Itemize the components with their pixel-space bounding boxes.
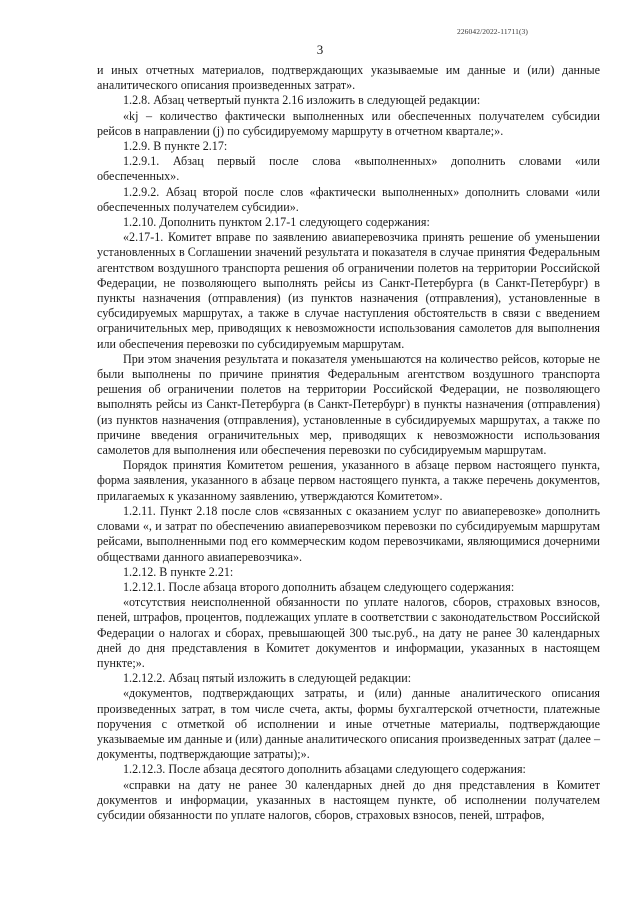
paragraph-1-2-12-3: 1.2.12.3. После абзаца десятого дополнить абзацами следующего содержания: bbox=[123, 762, 526, 777]
paragraph-decision-procedure: Порядок принятия Комитетом решения, указанного в абзаце первом настоящего пункта, форма заявления, указанного в абзаце первом настоящего пункта, а также перечень документов, прилагаемых к указанному заявлению, утверждаются Комитетом». bbox=[97, 458, 600, 503]
paragraph-tax-certificate: «справки на дату не ранее 30 календарных дней до дня представления в Комитет документов и информации, указанных в настоящем пункте, об исполнении получателем субсидии обязанности по уплате налогов, сборов, страховых взносов, пеней, штрафов, bbox=[97, 777, 600, 822]
paragraph-1-2-11: 1.2.11. Пункт 2.18 после слов «связанных с оказанием услуг по авиаперевозке» дополнить словами «, и затрат по обеспечению авиаперевозчиком перевозки по субсидируемым маршрутам рейсами, выполненными под его коммерческим кодом перевозчиками, являющимися дочерними обществами данного авиаперевозчика». bbox=[97, 503, 600, 564]
paragraph-2-17-1: «2.17-1. Комитет вправе по заявлению авиаперевозчика принять решение об уменьшении установленных в Соглашении значений результата и показателя в случае принятия Федеральным агентством воздушного транспорта решения об ограничении полетов на территории Российской Федерации, не позволяющего выполнять рейсы из Санкт-Петербурга (в Санкт-Петербург) в пункты назначения (отправления) (из пунктов назначения (отправления), установленные в субсидируемых маршрутах, а также в случае наступления обстоятельств в связи с введением ограничительных мер, приводящих к невозможности использования самолетов для выполнения или обеспечения перевозки по субсидируемым маршрутам. bbox=[97, 230, 600, 351]
paragraph-1-2-12-2: 1.2.12.2. Абзац пятый изложить в следующей редакции: bbox=[123, 671, 412, 686]
paragraph-result-reduction: При этом значения результата и показателя уменьшаются на количество рейсов, которые не были выполнены по причине принятия Федеральным агентством воздушного транспорта решения об ограничении полетов на территории Российской Федерации, не позволяющего выполнять рейсы из Санкт-Петербурга (в Санкт-Петербург) в пункты назначения (отправления) (из пунктов назначения (отправления), установленные в субсидируемых маршрутах, а также по причине введения ограничительных мер, приводящих к невозможности использования самолетов для выполнения или обеспечения перевозки по субсидируемым маршрутам. bbox=[97, 351, 600, 458]
paragraph-1-2-9: 1.2.9. В пункте 2.17: bbox=[123, 139, 228, 154]
paragraph-tax-obligation: «отсутствия неисполненной обязанности по уплате налогов, сборов, страховых взносов, пеней, штрафов, процентов, подлежащих уплате в соответствии с законодательством Российской Федерации о налогах и сборах, превышающей 300 тыс.руб., на дату не ранее 30 календарных дней до дня представления в Комитет документов и информации, указанных в настоящем пункте;». bbox=[97, 595, 600, 670]
paragraph-1-2-12-1: 1.2.12.1. После абзаца второго дополнить абзацем следующего содержания: bbox=[123, 579, 515, 594]
paragraph-cost-documents: «документов, подтверждающих затраты, и (или) данные аналитического описания произведенных затрат, в том числе счета, акты, формы бухгалтерской отчетности, платежные поручения с отметкой об исполнении и иные отчетные материалы, подтверждающие указываемые им данные и (или) данные аналитического описания произведенных затрат (далее – документы, подтверждающие затраты);». bbox=[97, 686, 600, 762]
paragraph-kj-definition: «kj – количество фактически выполненных или обеспеченных получателем субсидии рейсов в направлении (j) по субсидируемому маршруту в отчетном квартале;». bbox=[97, 108, 600, 138]
paragraph-1-2-9-2: 1.2.9.2. Абзац второй после слов «фактически выполненных» дополнить словами «или обеспеченных получателем субсидии». bbox=[97, 184, 600, 214]
paragraph-1-2-9-1: 1.2.9.1. Абзац первый после слова «выполненных» дополнить словами «или обеспеченных». bbox=[97, 154, 600, 184]
document-body bbox=[97, 63, 600, 823]
paragraph-1-2-8: 1.2.8. Абзац четвертый пункта 2.16 изложить в следующей редакции: bbox=[123, 93, 481, 108]
paragraph-1-2-12: 1.2.12. В пункте 2.21: bbox=[123, 564, 234, 579]
document-registration-number: 226042/2022-11711(3) bbox=[456, 27, 528, 36]
page-number: 3 bbox=[316, 42, 324, 57]
paragraph-1-2-10: 1.2.10. Дополнить пунктом 2.17-1 следующего содержания: bbox=[123, 215, 430, 230]
paragraph-continuation: и иных отчетных материалов, подтверждающих указываемые им данные и (или) данные аналитического описания произведенных затрат». bbox=[97, 63, 600, 93]
